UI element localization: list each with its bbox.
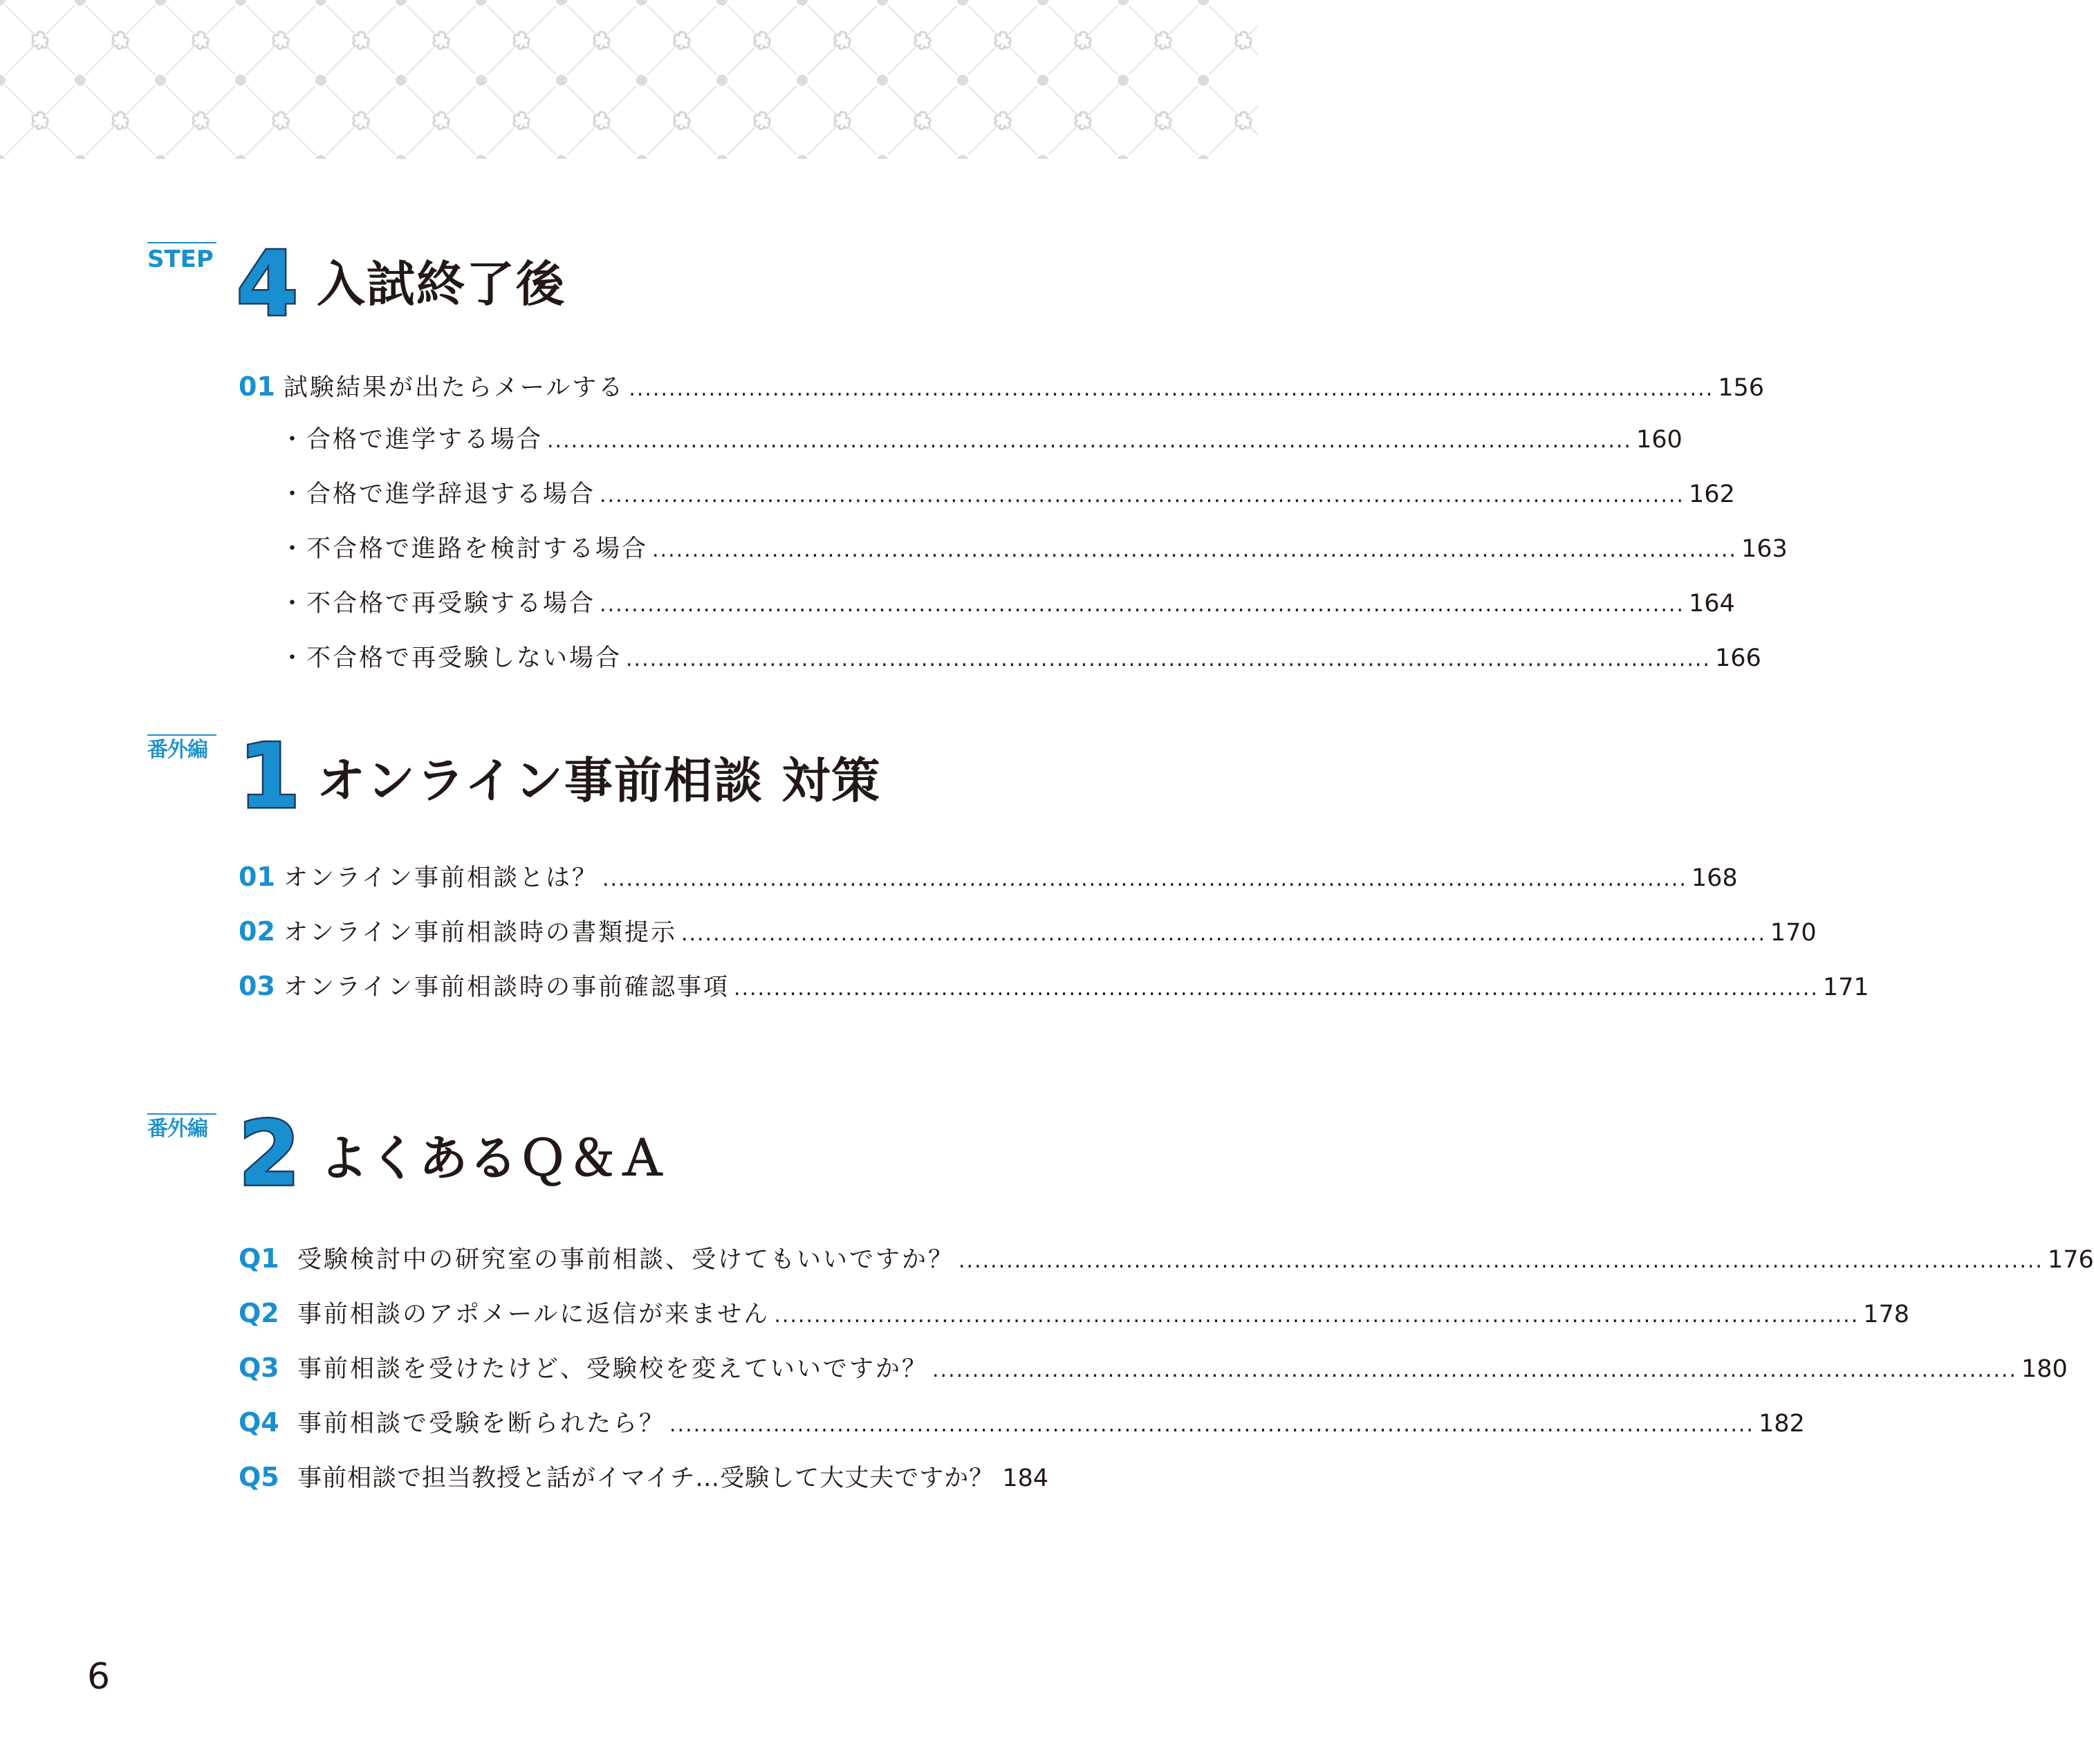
toc-entry-title: 事前相談のアポメールに返信が来ません [297, 1301, 770, 1328]
leader-dots: ........................................................................................................................................ [774, 1303, 1860, 1328]
toc-entry-title: ・不合格で再受験する場合 [280, 590, 596, 618]
leader-dots: ........................................................................................................................................ [626, 647, 1711, 671]
toc-entry[interactable] [239, 1241, 2094, 1275]
toc-entry-number: 02 [239, 916, 275, 947]
leader-dots: ........................................................................................................................................ [600, 593, 1685, 617]
leader-dots: ........................................................................................................................................ [733, 976, 1819, 1001]
header-pattern [0, 0, 1258, 159]
section-title: よくあるＱ＆Ａ [319, 1130, 668, 1187]
toc-entry-title: オンライン事前相談時の事前確認事項 [284, 974, 730, 1001]
leader-dots: ........................................................................................................................................ [629, 377, 1714, 401]
toc-entry-title: 事前相談を受けたけど、受験校を変えていいですか？ [297, 1355, 929, 1383]
leader-dots: ........................................................................................................................................ [680, 922, 1766, 946]
toc-entry-page: 184 [1002, 1465, 1049, 1492]
toc-entry-page: 178 [1863, 1301, 1910, 1328]
toc-subentry[interactable] [280, 639, 1761, 674]
leader-dots: ........................................................................................................................................ [547, 429, 1632, 453]
section-number: 2 [239, 1103, 301, 1206]
toc-entry-title: ・不合格で進路を検討する場合 [280, 535, 649, 563]
toc-entry-title: オンライン事前相談時の書類提示 [284, 919, 677, 947]
leader-dots: ........................................................................................................................................ [602, 867, 1687, 891]
toc-entry[interactable] [239, 859, 1738, 893]
section-number: 1 [239, 725, 301, 828]
toc-entry-title: 試験結果が出たらメールする [284, 374, 625, 402]
toc-entry-page: 163 [1741, 535, 1788, 563]
leader-dots: ........................................................................................................................................ [932, 1358, 2017, 1382]
section-tag-extra: 番外編 [147, 734, 216, 761]
leader-dots: ........................................................................................................................................ [652, 538, 1737, 562]
toc-entry-page: 170 [1770, 919, 1817, 947]
toc-entry-page: 160 [1636, 426, 1683, 454]
toc-entry-page: 182 [1758, 1410, 1805, 1438]
toc-subentry[interactable] [280, 584, 1735, 619]
toc-entry[interactable] [239, 968, 1869, 1003]
toc-entry-number: 03 [239, 971, 275, 1001]
section-title: 入試終了後 [317, 256, 566, 313]
toc-subentry[interactable] [280, 420, 1683, 455]
section-title: オンライン事前相談 対策 [317, 752, 882, 809]
toc-entry[interactable] [239, 1295, 1910, 1330]
toc-entry[interactable] [239, 913, 1817, 948]
toc-entry-number: 01 [239, 371, 275, 402]
leader-dots: ........................................................................................................................................ [958, 1249, 2044, 1273]
toc-entry-page: 171 [1822, 974, 1869, 1001]
toc-entry[interactable] [239, 1350, 2068, 1384]
toc-entry-page: 164 [1688, 590, 1735, 618]
toc-entry[interactable] [239, 1404, 1805, 1439]
toc-entry-number: Q2 [239, 1298, 279, 1328]
toc-entry-number: Q1 [239, 1243, 279, 1274]
toc-entry-title: 事前相談で担当教授と話がイマイチ…受験して大丈夫ですか？ [297, 1465, 994, 1492]
section-tag-step: STEP [147, 242, 216, 271]
toc-entry-page: 166 [1714, 644, 1761, 672]
toc-subentry[interactable] [280, 475, 1735, 510]
toc-entry-number: Q5 [239, 1462, 279, 1492]
leader-dots: ........................................................................................................................................ [669, 1413, 1754, 1437]
toc-entry-title: ・合格で進学辞退する場合 [280, 481, 596, 508]
section-number: 4 [237, 233, 299, 336]
toc-entry[interactable] [239, 369, 1765, 403]
toc-entry-number: 01 [239, 862, 275, 892]
toc-entry-page: 176 [2047, 1246, 2094, 1274]
toc-subentry[interactable] [280, 530, 1788, 564]
toc-entry-page: 168 [1691, 864, 1738, 892]
leader-dots: ........................................................................................................................................ [600, 483, 1685, 508]
toc-entry-title: ・不合格で再受験しない場合 [280, 644, 622, 672]
section-tag-extra: 番外編 [147, 1113, 216, 1140]
page-number: 6 [87, 1656, 111, 1698]
toc-entry-page: 162 [1688, 481, 1735, 508]
toc-entry-number: Q4 [239, 1407, 279, 1438]
toc-entry-title: ・合格で進学する場合 [280, 426, 544, 454]
toc-entry-page: 180 [2021, 1355, 2068, 1383]
toc-entry-title: オンライン事前相談とは？ [284, 864, 598, 892]
toc-entry-title: 受験検討中の研究室の事前相談、受けてもいいですか？ [297, 1246, 955, 1274]
toc-entry-page: 156 [1718, 374, 1765, 402]
toc-entry[interactable] [239, 1459, 1048, 1494]
toc-entry-title: 事前相談で受験を断られたら？ [297, 1410, 666, 1438]
toc-entry-number: Q3 [239, 1353, 279, 1383]
